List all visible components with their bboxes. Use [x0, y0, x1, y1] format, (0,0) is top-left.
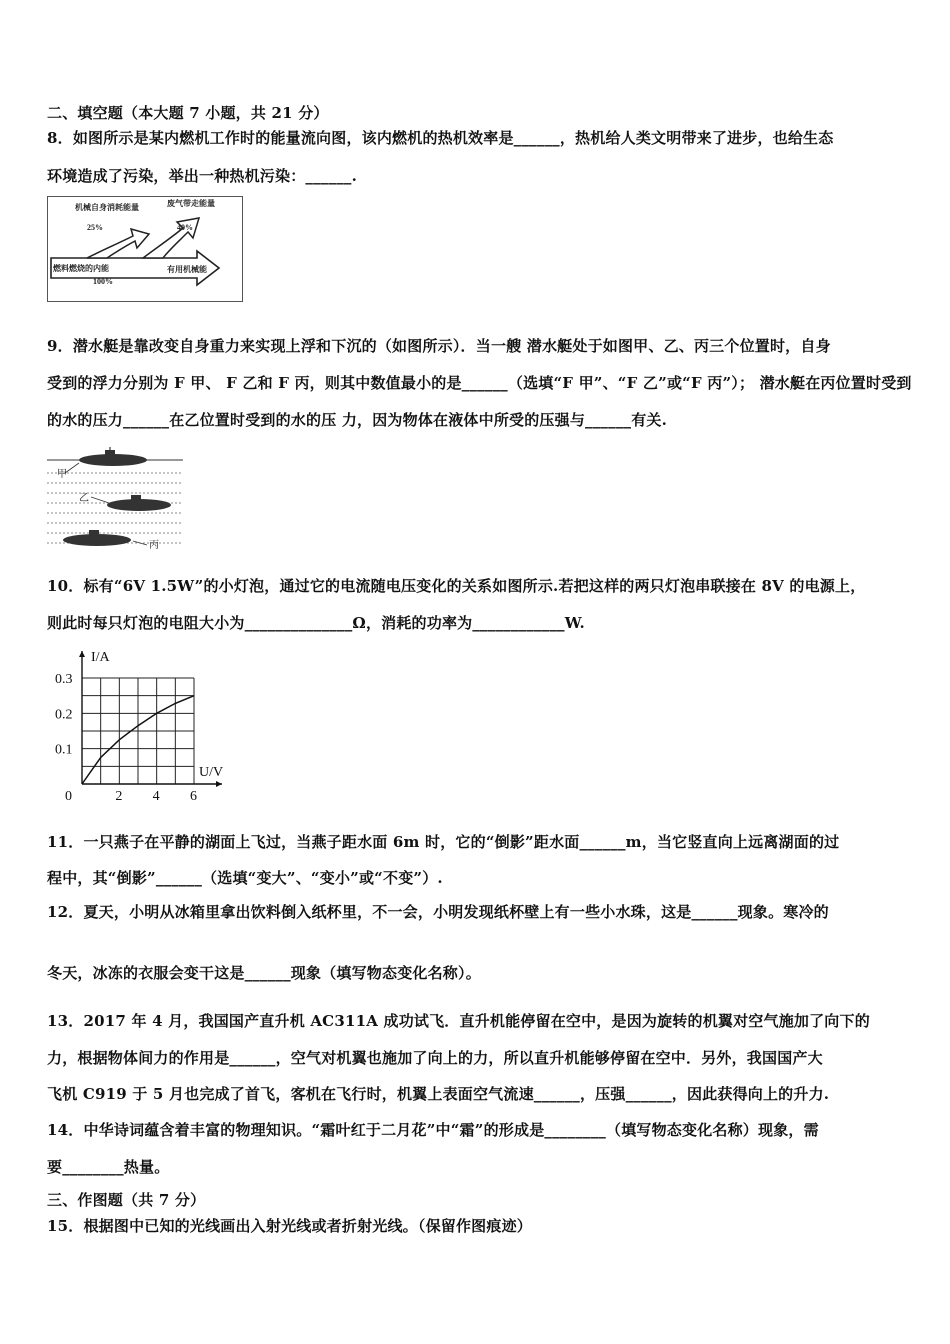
- pct-mech-loss: 25%: [87, 223, 103, 232]
- question-14-line-2: 要________热量。: [47, 1158, 170, 1176]
- x-tick-label: 0: [65, 789, 72, 804]
- question-8-line-2: 环境造成了污染，举出一种热机污染：______.: [47, 167, 358, 185]
- y-axis-arrow: [79, 651, 85, 657]
- question-10-line-1: 10．标有“6V 1.5W”的小灯泡，通过它的电流随电压变化的关系如图所示.若把这样的两只灯泡串联接在 8V 的电源上，: [47, 577, 866, 595]
- energy-flow-diagram: [47, 196, 243, 302]
- section-2-heading: 二、填空题（本大题 7 小题，共 21 分）: [47, 104, 329, 122]
- section-3-heading: 三、作图题（共 7 分）: [47, 1191, 206, 1209]
- label-exhaust: 废气带走能量: [167, 199, 215, 208]
- submarine-b: [107, 495, 171, 511]
- label-c: 丙: [149, 540, 159, 550]
- question-13-line-1: 13．2017 年 4 月，我国国产直升机 AC311A 成功试飞．直升机能停留在空中，是因为旋转的机翼对空气施加了向下的: [47, 1012, 870, 1030]
- x-tick-label: 2: [115, 789, 123, 804]
- label-useful: 有用机械能: [167, 265, 207, 274]
- x-axis-label: U/V: [199, 765, 224, 780]
- question-12-line-2: 冬天，冰冻的衣服会变干这是______现象（填写物态变化名称）。: [47, 964, 481, 982]
- label-b: 乙: [79, 493, 89, 504]
- submarine-a: [79, 447, 147, 466]
- y-tick-label: 0.1: [55, 742, 73, 758]
- y-tick-label: 0.3: [55, 672, 73, 687]
- label-a: 甲: [57, 469, 67, 480]
- question-8-line-1: 8．如图所示是某内燃机工作时的能量流向图，该内燃机的热机效率是______，热机给人类文明带来了进步，也给生态: [47, 129, 834, 147]
- x-axis-arrow: [216, 781, 222, 787]
- question-13-line-3: 飞机 C919 于 5 月也完成了首飞，客机在飞行时，机翼上表面空气流速______，压强______，因此获得向上的升力.: [47, 1085, 830, 1103]
- y-axis-label: I/A: [91, 650, 110, 665]
- question-12-line-1: 12．夏天，小明从冰箱里拿出饮料倒入纸杯里，不一会，小明发现纸杯壁上有一些小水珠，这是______现象。寒冷的: [47, 903, 829, 921]
- pct-exhaust: 40%: [177, 223, 193, 232]
- current-voltage-chart: [47, 645, 237, 805]
- question-11-line-1: 11．一只燕子在平静的湖面上飞过，当燕子距水面 6m 时，它的“倒影”距水面______m，当它竖直向上远离湖面的过: [47, 833, 840, 851]
- question-14-line-1: 14．中华诗词蕴含着丰富的物理知识。“霜叶红于二月花”中“霜”的形成是________（填写物态变化名称）现象，需: [47, 1121, 819, 1139]
- x-tick-label: 6: [190, 789, 197, 804]
- question-15-line-1: 15．根据图中已知的光线画出入射光线或者折射光线。（保留作图痕迹）: [47, 1217, 532, 1235]
- x-tick-label: 4: [152, 789, 160, 804]
- label-fuel: 燃料燃烧的内能: [53, 264, 109, 273]
- question-11-line-2: 程中，其“倒影”______（选填“变大”、“变小”或“不变”）.: [47, 869, 443, 887]
- question-10-line-2: 则此时每只灯泡的电阻大小为______________Ω，消耗的功率为____________W.: [47, 614, 585, 632]
- pct-fuel: 100%: [93, 277, 113, 286]
- y-tick-label: 0.2: [55, 707, 73, 723]
- question-9-line-1: 9．潜水艇是靠改变自身重力来实现上浮和下沉的（如图所示）．当一艘 潜水艇处于如图甲、乙、丙三个位置时，自身: [47, 337, 831, 355]
- submarine-diagram: [47, 447, 183, 550]
- question-9-line-2: 受到的浮力分别为 F 甲、 F 乙和 F 丙，则其中数值最小的是______（选填“F 甲”、“F 乙”或“F 丙”）； 潜水艇在丙位置时受到: [47, 374, 912, 392]
- label-mech-loss: 机械自身消耗能量: [75, 203, 139, 212]
- submarine-c: [63, 530, 131, 546]
- question-9-line-3: 的水的压力______在乙位置时受到的水的压 力，因为物体在液体中所受的压强与______有关.: [47, 411, 668, 429]
- question-13-line-2: 力，根据物体间力的作用是______，空气对机翼也施加了向上的力，所以直升机能够停留在空中．另外，我国国产大: [47, 1049, 823, 1067]
